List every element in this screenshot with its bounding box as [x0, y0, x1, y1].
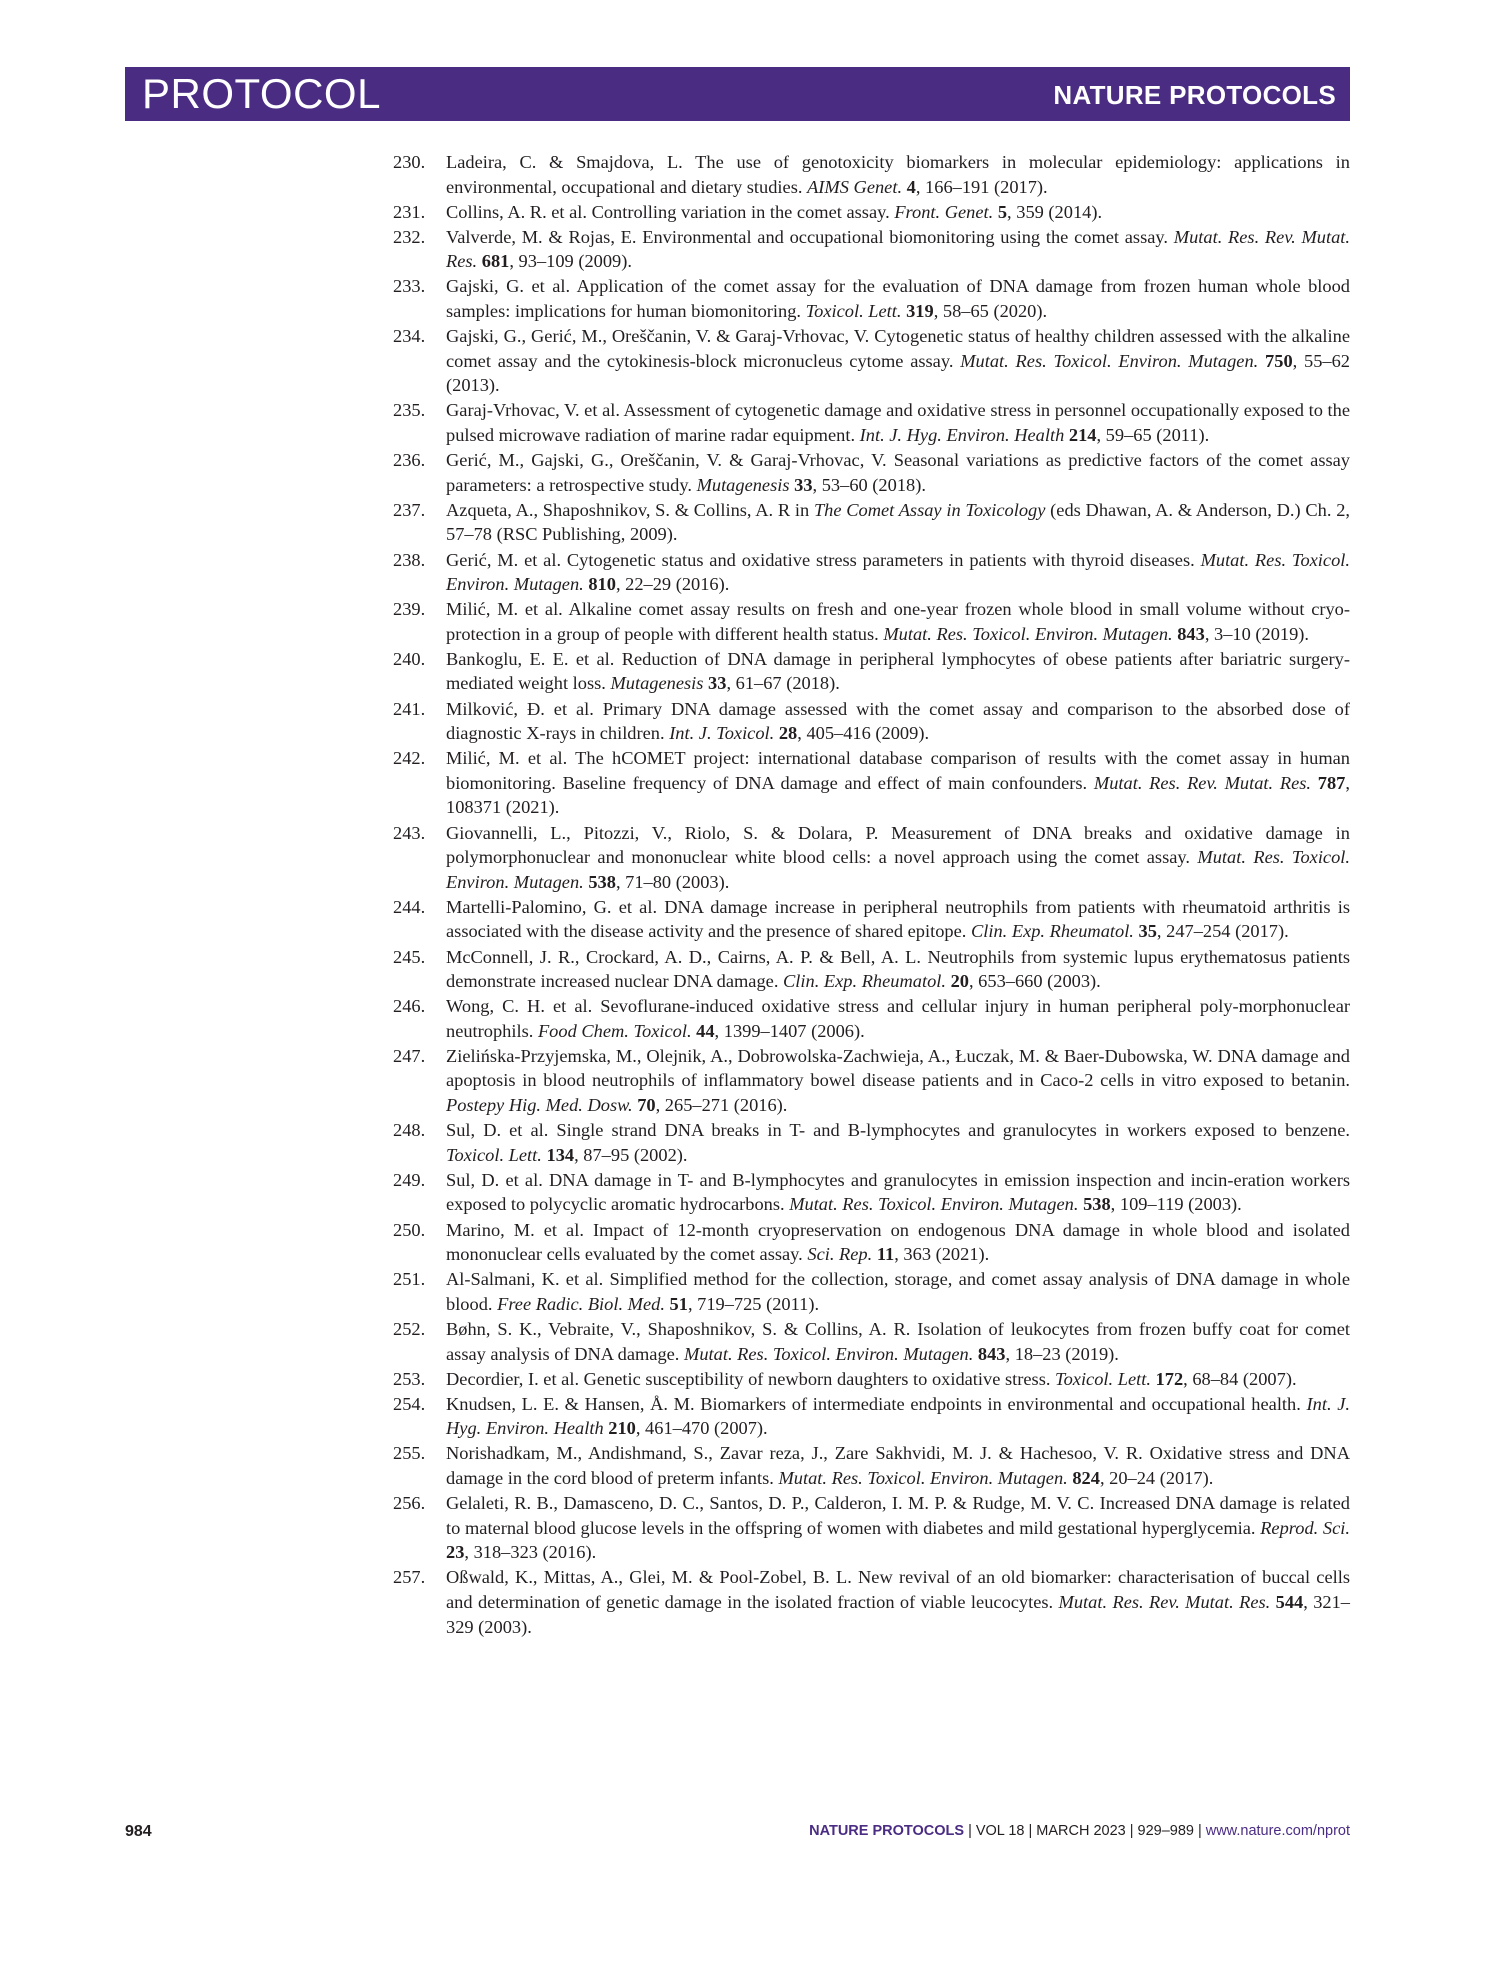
reference-number: 242. [393, 748, 426, 769]
reference-segment: , 58–65 (2020). [933, 301, 1048, 322]
reference-number: 250. [393, 1219, 426, 1240]
reference-text [446, 1046, 1350, 1115]
footer-separator: | [1197, 1823, 1202, 1839]
volume-number: 23 [446, 1542, 465, 1563]
volume-number: 824 [1072, 1467, 1100, 1488]
reference-segment: Norishadkam, M., Andishmand, S., Zavar reza, J., Zare Sakhvidi, M. J. & Hachesoo, V. R. Oxidative stress and DNA damage in the cord blood of preterm infants. [446, 1443, 1350, 1488]
reference-segment: Ladeira, C. & Smajdova, L. The use of genotoxicity biomarkers in molecular epidemiology: applications in environmental, occupational and dietary studies. [446, 152, 1350, 197]
reference-segment: Zielińska-Przyjemska, M., Olejnik, A., Dobrowolska-Zachwieja, A., Łuczak, M. & Baer-Dubowska, W. DNA damage and apoptosis in blood neutrophils of inflammatory bowel disease patients and in Caco-2 cells in vitro exposed to betanin. [446, 1045, 1350, 1091]
reference-segment: , 53–60 (2018). [812, 474, 926, 495]
journal-title: Sci. Rep. [807, 1244, 873, 1265]
volume-number: 11 [876, 1244, 895, 1265]
reference-segment: Oßwald, K., Mittas, A., Glei, M. & Pool-Zobel, B. L. New revival of an old biomarker: characterisation of buccal cells and determination of genetic damage in the isolated fraction of viable leucocytes. [446, 1567, 1350, 1612]
reference-text [446, 1319, 1350, 1364]
journal-title: Toxicol. Lett. [446, 1144, 542, 1165]
volume-number: 4 [906, 176, 916, 197]
journal-title: Clin. Exp. Rheumatol. [783, 971, 946, 992]
reference-item [393, 150, 1350, 199]
volume-number: 843 [977, 1343, 1006, 1364]
reference-text [446, 326, 1350, 395]
reference-item [393, 1218, 1350, 1267]
reference-segment: Gajski, G. et al. Application of the comet assay for the evaluation of DNA damage from frozen human whole blood samples: implications for human biomonitoring. [446, 276, 1350, 322]
reference-text [446, 202, 1102, 222]
journal-title: Front. Genet. [894, 201, 994, 222]
reference-number: 249. [393, 1169, 426, 1190]
reference-item [393, 324, 1350, 398]
journal-name: NATURE PROTOCOLS [1053, 80, 1336, 110]
reference-segment: Sul, D. et al. DNA damage in T- and B-lymphocytes and granulocytes in emission inspection and incin-eration workers exposed to polycyclic aromatic hydrocarbons. [446, 1169, 1350, 1215]
journal-title: Toxicol. Lett. [805, 301, 902, 322]
reference-text [446, 1394, 1350, 1439]
reference-text [446, 276, 1350, 321]
reference-segment: , 363 (2021). [894, 1244, 990, 1265]
reference-segment: , 461–470 (2007). [635, 1418, 768, 1439]
reference-item [393, 1317, 1350, 1366]
reference-item [393, 1392, 1350, 1441]
journal-title: AIMS Genet. [807, 176, 903, 197]
volume-number: 20 [950, 971, 969, 992]
volume-number: 210 [608, 1418, 636, 1439]
footer-url-link[interactable]: www.nature.com/nprot [1205, 1823, 1350, 1839]
reference-item [393, 448, 1350, 497]
reference-text [446, 699, 1350, 744]
journal-title: Food Chem. Toxicol. [537, 1020, 692, 1041]
journal-title: Int. J. Toxicol. [669, 723, 775, 744]
journal-title: Mutat. Res. Toxicol. Environ. Mutagen. [446, 549, 1350, 595]
reference-item [393, 647, 1350, 696]
reference-number: 232. [393, 226, 426, 247]
reference-segment: Milić, M. et al. Alkaline comet assay results on fresh and one-year frozen whole blood in small volume without cryo-protection in a group of people with different health status. [446, 599, 1350, 644]
reference-number: 244. [393, 896, 426, 917]
volume-number: 172 [1155, 1368, 1184, 1389]
reference-segment: Marino, M. et al. Impact of 12-month cryopreservation on endogenous DNA damage in whole blood and isolated mononuclear cells evaluated by the comet assay. [446, 1219, 1350, 1265]
reference-text [446, 947, 1350, 992]
reference-item [393, 1491, 1350, 1565]
page-number: 984 [125, 1823, 152, 1840]
reference-item [393, 1565, 1350, 1639]
reference-item [393, 398, 1350, 447]
journal-title: Mutat. Res. Rev. Mutat. Res. [1058, 1591, 1271, 1612]
reference-segment: , 18–23 (2019). [1005, 1343, 1119, 1364]
reference-item [393, 597, 1350, 646]
reference-segment: , 71–80 (2003). [615, 871, 730, 892]
reference-text [446, 500, 1350, 545]
reference-segment: , 359 (2014). [1007, 201, 1103, 222]
reference-segment: Collins, A. R. et al. Controlling variation in the comet assay. [446, 201, 895, 222]
reference-number: 230. [393, 152, 426, 172]
reference-text [446, 599, 1350, 644]
reference-item [393, 225, 1350, 274]
reference-number: 255. [393, 1443, 426, 1464]
reference-segment: McConnell, J. R., Crockard, A. D., Cairns, A. P. & Bell, A. L. Neutrophils from systemic lupus erythematosus patients demonstrate increased nuclear DNA damage. [446, 946, 1350, 992]
journal-title: Mutat. Res. Toxicol. Environ. Mutagen. [446, 847, 1350, 892]
reference-item [393, 895, 1350, 944]
reference-number: 254. [393, 1393, 426, 1414]
reference-segment: , 1399–1407 (2006). [714, 1020, 865, 1041]
journal-title: Postepy Hig. Med. Dosw. [446, 1095, 633, 1116]
reference-item [393, 548, 1350, 597]
reference-segment: Giovannelli, L., Pitozzi, V., Riolo, S. & Dolara, P. Measurement of DNA breaks and oxidative damage in polymorphonuclear and mononuclear white blood cells: a novel approach using the comet assay. [446, 822, 1350, 868]
reference-segment: , 108371 (2021). [446, 772, 1350, 818]
reference-text [446, 450, 1350, 495]
section-label: PROTOCOL [142, 70, 381, 117]
volume-number: 35 [1138, 921, 1157, 942]
reference-segment: Azqueta, A., Shaposhnikov, S. & Collins, A. R in [446, 499, 814, 520]
reference-segment: Decordier, I. et al. Genetic susceptibility of newborn daughters to oxidative stress. [446, 1368, 1056, 1389]
reference-segment: Wong, C. H. et al. Sevoflurane-induced oxidative stress and cellular injury in human peripheral poly-morphonuclear neutrophils. [446, 996, 1350, 1041]
reference-segment: Valverde, M. & Rojas, E. Environmental and occupational biomonitoring using the comet assay. [446, 226, 1174, 247]
reference-item [393, 498, 1350, 547]
journal-title: Toxicol. Lett. [1055, 1368, 1151, 1389]
volume-number: 843 [1177, 623, 1205, 644]
footer-separator: | [968, 1823, 972, 1839]
volume-number: 810 [588, 574, 616, 595]
reference-segment: Bankoglu, E. E. et al. Reduction of DNA damage in peripheral lymphocytes of obese patients after bariatric surgery-mediated weight loss. [446, 648, 1350, 694]
journal-title: Free Radic. Biol. Med. [497, 1293, 665, 1314]
reference-segment: (eds Dhawan, A. & Anderson, D.) Ch. 2, 57–78 (RSC Publishing, 2009). [446, 499, 1350, 545]
reference-item [393, 1441, 1350, 1490]
reference-text [446, 152, 1350, 197]
reference-segment: Milković, Đ. et al. Primary DNA damage assessed with the comet assay and comparison to the absorbed dose of diagnostic X-rays in children. [446, 698, 1350, 744]
journal-title: Reprod. Sci. [1260, 1517, 1351, 1538]
reference-segment [1311, 773, 1318, 793]
reference-number: 237. [393, 499, 426, 520]
reference-segment: , 22–29 (2016). [615, 574, 730, 595]
reference-segment: Knudsen, L. E. & Hansen, Å. M. Biomarkers of intermediate endpoints in environmental and occupational health. [446, 1393, 1307, 1414]
reference-item [393, 697, 1350, 746]
reference-text [446, 1120, 1350, 1165]
volume-number: 33 [708, 673, 727, 694]
reference-number: 248. [393, 1120, 426, 1141]
reference-number: 256. [393, 1493, 426, 1514]
journal-title: Mutat. Res. Rev. Mutat. Res. [1093, 772, 1312, 793]
reference-segment: Gelaleti, R. B., Damasceno, D. C., Santos, D. P., Calderon, I. M. P. & Rudge, M. V. C. Increased DNA damage is related to maternal blood glucose levels in the offspring of women with diabetes and mild gestational hyperglycemia. [446, 1493, 1350, 1538]
reference-item [393, 945, 1350, 994]
reference-number: 238. [393, 549, 426, 570]
reference-text [446, 897, 1350, 942]
reference-segment: , 59–65 (2011). [1096, 425, 1210, 446]
journal-title: Int. J. Hyg. Environ. Health [859, 425, 1065, 446]
reference-segment: Milić, M. et al. The hCOMET project: international database comparison of results with the comet assay in human biomonitoring. Baseline frequency of DNA damage and effect of main confounders. [446, 748, 1350, 793]
footer-separator: | [1028, 1823, 1033, 1839]
reference-item [393, 1168, 1350, 1217]
volume-number: 28 [778, 723, 798, 744]
reference-segment: Martelli-Palomino, G. et al. DNA damage increase in peripheral neutrophils from patients with rheumatoid arthritis is associated with the disease activity and the presence of shared epitope. [446, 896, 1350, 942]
header-bar [125, 67, 1350, 121]
reference-segment: , 109–119 (2003). [1110, 1194, 1242, 1215]
reference-segment: Garaj-Vrhovac, V. et al. Assessment of cytogenetic damage and oxidative stress in personnel occupationally exposed to the pulsed microwave radiation of marine radar equipment. [446, 400, 1350, 446]
journal-title: Mutat. Res. Toxicol. Environ. Mutagen. [789, 1194, 1079, 1215]
footer-pages: 929–989 [1137, 1823, 1194, 1839]
reference-segment: , 719–725 (2011). [687, 1293, 820, 1314]
volume-number: 70 [637, 1095, 656, 1116]
reference-number: 251. [393, 1269, 426, 1290]
volume-number: 319 [906, 301, 934, 322]
reference-number: 241. [393, 698, 426, 719]
volume-number: 214 [1068, 425, 1097, 446]
reference-text [446, 1443, 1350, 1488]
reference-number: 247. [393, 1045, 426, 1066]
volume-number: 538 [588, 871, 616, 892]
reference-text [446, 1369, 1297, 1389]
reference-text [446, 996, 1350, 1041]
reference-text [446, 748, 1350, 817]
volume-number: 681 [481, 251, 510, 272]
reference-segment: , 3–10 (2019). [1204, 623, 1310, 644]
reference-segment: , 166–191 (2017). [915, 176, 1048, 197]
journal-title: Mutat. Res. Rev. Mutat. Res. [446, 226, 1350, 272]
reference-segment: Sul, D. et al. Single strand DNA breaks in T- and B-lymphocytes and granulocytes in workers exposed to benzene. [446, 1120, 1350, 1141]
footer-issue-date: MARCH 2023 [1036, 1823, 1126, 1839]
footer-citation [809, 1823, 1350, 1839]
volume-number: 750 [1265, 350, 1293, 371]
reference-item [393, 994, 1350, 1043]
reference-segment: Gerić, M., Gajski, G., Oreščanin, V. & Garaj-Vrhovac, V. Seasonal variations as predictive factors of the comet assay parameters: a retrospective study. [446, 450, 1350, 495]
reference-segment: , 653–660 (2003). [968, 971, 1101, 992]
reference-text [446, 400, 1350, 445]
reference-segment: , 321–329 (2003). [446, 1591, 1350, 1637]
volume-number: 44 [696, 1020, 715, 1041]
reference-number: 236. [393, 450, 426, 471]
reference-number: 245. [393, 946, 426, 967]
journal-title: Mutat. Res. Toxicol. Environ. Mutagen. [778, 1467, 1068, 1488]
volume-number: 5 [997, 201, 1008, 222]
reference-text [446, 649, 1350, 694]
reference-segment: , 68–84 (2007). [1183, 1368, 1297, 1389]
reference-item [393, 821, 1350, 895]
reference-segment: , 247–254 (2017). [1156, 921, 1289, 942]
reference-number: 240. [393, 648, 426, 669]
journal-title: The Comet Assay in Toxicology [813, 499, 1046, 520]
reference-text [446, 1493, 1350, 1562]
reference-item [393, 746, 1350, 820]
reference-segment: , 93–109 (2009). [509, 251, 632, 272]
reference-item [393, 1367, 1350, 1392]
reference-number: 243. [393, 822, 426, 843]
reference-segment: , 20–24 (2017). [1099, 1467, 1214, 1488]
reference-segment: , 55–62 (2013). [446, 350, 1350, 396]
reference-segment: , 265–271 (2016). [655, 1095, 788, 1116]
journal-title: Mutagenesis [696, 474, 790, 495]
reference-segment: , 318–323 (2016). [464, 1542, 597, 1563]
reference-list [393, 150, 1350, 1640]
reference-segment: , 405–416 (2009). [797, 723, 930, 744]
reference-number: 253. [393, 1368, 426, 1389]
volume-number: 33 [794, 474, 813, 495]
reference-segment: Al-Salmani, K. et al. Simplified method for the collection, storage, and comet assay analysis of DNA damage in whole blood. [446, 1269, 1350, 1314]
reference-number: 233. [393, 276, 426, 297]
footer-journal: NATURE PROTOCOLS [809, 1823, 965, 1839]
reference-number: 235. [393, 400, 426, 421]
reference-text [446, 550, 1350, 595]
footer-separator: | [1129, 1823, 1134, 1839]
reference-item [393, 1267, 1350, 1316]
reference-text [446, 1220, 1350, 1265]
journal-title: Mutat. Res. Toxicol. Environ. Mutagen. [960, 350, 1259, 371]
reference-item [393, 274, 1350, 323]
journal-title: Clin. Exp. Rheumatol. [970, 921, 1134, 942]
reference-item [393, 1044, 1350, 1118]
reference-item [393, 200, 1350, 225]
reference-text [446, 1170, 1350, 1215]
volume-number: 544 [1275, 1591, 1304, 1612]
reference-number: 239. [393, 599, 426, 620]
journal-title: Mutat. Res. Toxicol. Environ. Mutagen. [883, 623, 1173, 644]
reference-text [446, 1567, 1350, 1636]
reference-segment: Gerić, M. et al. Cytogenetic status and oxidative stress parameters in patients with thyroid diseases. [446, 549, 1201, 570]
volume-number: 134 [546, 1144, 575, 1165]
reference-text [446, 227, 1350, 272]
reference-number: 234. [393, 326, 426, 347]
footer-volume: VOL 18 [975, 1823, 1025, 1839]
reference-number: 257. [393, 1567, 426, 1588]
reference-text [446, 823, 1350, 892]
reference-number: 246. [393, 996, 426, 1017]
journal-title: Int. J. Hyg. Environ. Health [446, 1393, 1350, 1439]
journal-title: Mutat. Res. Toxicol. Environ. Mutagen. [684, 1343, 974, 1364]
reference-text [446, 1269, 1350, 1314]
reference-segment: Bøhn, S. K., Vebraite, V., Shaposhnikov, S. & Collins, A. R. Isolation of leukocytes from frozen buffy coat for comet assay analysis of DNA damage. [446, 1318, 1350, 1364]
reference-segment: , 61–67 (2018). [726, 673, 840, 694]
reference-number: 252. [393, 1318, 426, 1339]
volume-number: 51 [669, 1293, 688, 1314]
reference-segment: , 87–95 (2002). [574, 1144, 688, 1165]
reference-segment: Gajski, G., Gerić, M., Oreščanin, V. & Garaj-Vrhovac, V. Cytogenetic status of healthy children assessed with the alkaline comet assay and the cytokinesis-block micronucleus cytome assay. [446, 326, 1350, 371]
volume-number: 538 [1083, 1194, 1111, 1215]
reference-number: 231. [393, 201, 426, 222]
journal-title: Mutagenesis [610, 673, 704, 694]
volume-number: 787 [1317, 772, 1346, 793]
reference-item [393, 1118, 1350, 1167]
